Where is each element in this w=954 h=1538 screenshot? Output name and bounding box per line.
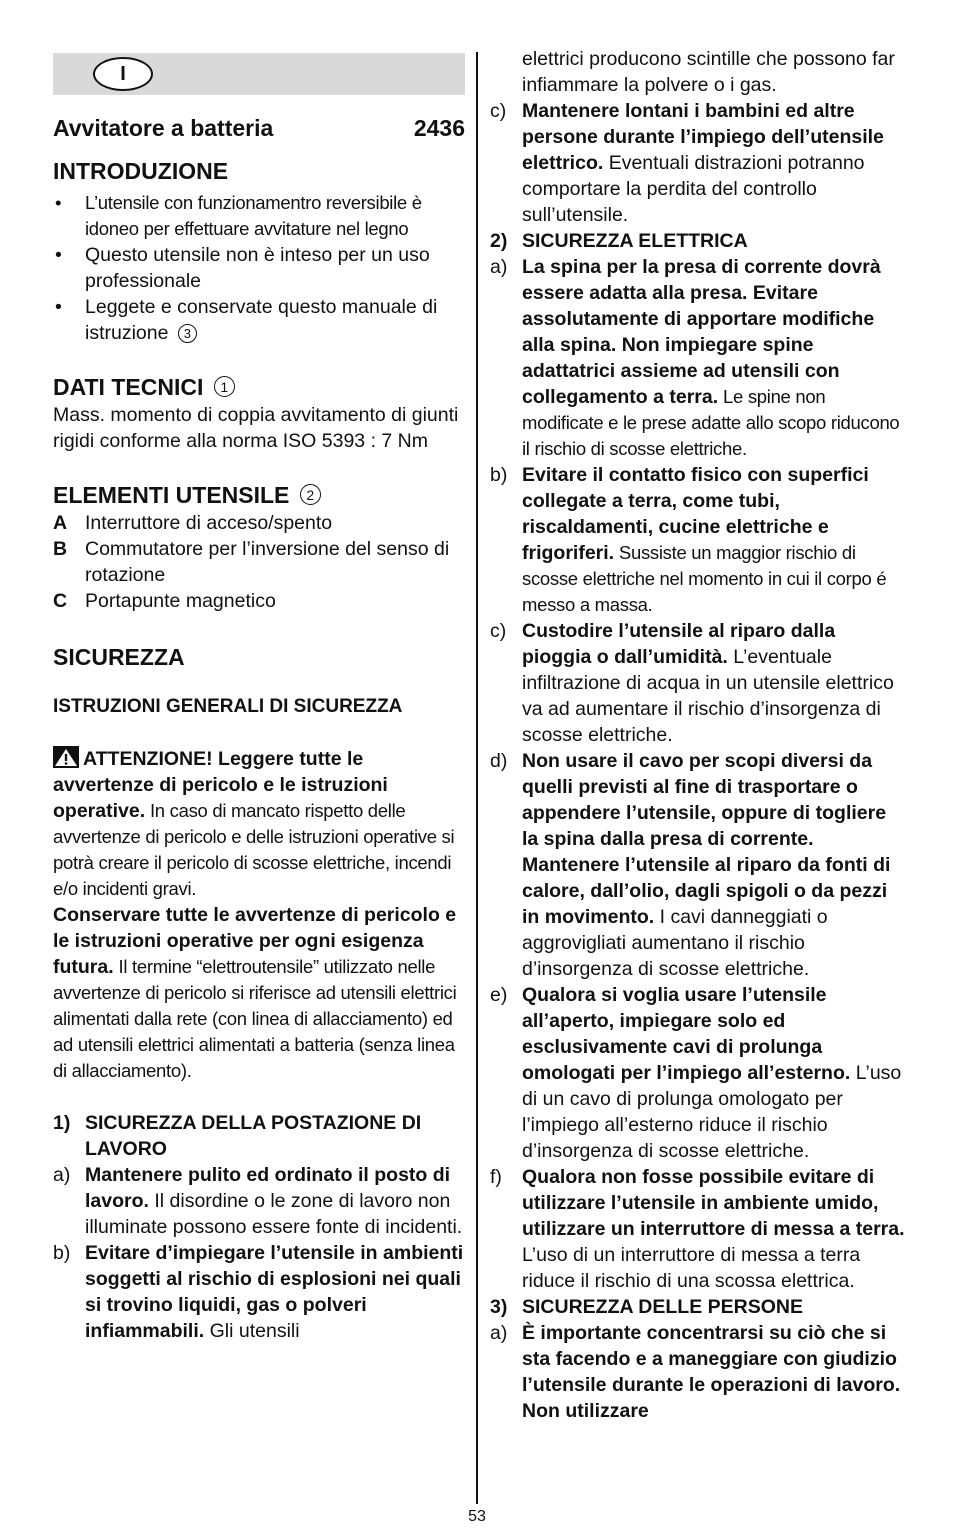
section-number: 1)	[53, 1112, 71, 1134]
right-column	[490, 46, 905, 1424]
specs-text: Mass. momento di coppia avvitamento di giunti rigidi conforme alla norma ISO 5393 : 7 Nm	[53, 404, 459, 452]
item-text: I cavi danneggiati o aggrovigliati aumentano il rischio d’insorgenza di scosse elettriche.	[522, 906, 828, 980]
item-bold: Custodire l’utensile al riparo dalla pioggia o dall’umidità.	[522, 620, 836, 668]
safety-item	[490, 982, 905, 1164]
element-item	[53, 536, 465, 588]
list-item	[53, 294, 465, 346]
element-text: Commutatore per l’inversione del senso di rotazione	[85, 538, 450, 586]
item-text: elettrici producono scintille che possono far infiammare la polvere o i gas.	[522, 48, 895, 96]
figure-ref: 3	[178, 324, 197, 343]
item-text: Le spine non modificate e le prese adatte allo scopo riducono il rischio di scosse elettriche.	[522, 386, 900, 459]
item-text: L’uso di un cavo di prolunga omologato per l’impiego all’esterno riduce il rischio d’insorgenza di scosse elettriche.	[522, 1062, 902, 1162]
specs-title	[53, 372, 465, 402]
language-badge: I	[93, 57, 153, 91]
specs-title-text: DATI TECNICI	[53, 374, 204, 400]
safety-item	[490, 748, 905, 982]
intro-title: INTRODUZIONE	[53, 158, 229, 184]
warning-text: In caso di mancato rispetto delle avvertenze di pericolo e delle istruzioni operative si potrà creare il pericolo di scosse elettriche, incendi e/o incidenti gravi.	[53, 800, 455, 899]
safety-item	[53, 1240, 465, 1344]
item-bold: Qualora si voglia usare l’utensile all’aperto, impiegare solo ed esclusivamente cavi di prolunga omologati per l’impiego all’esterno.	[522, 984, 851, 1084]
item-bold: Mantenere lontani i bambini ed altre persone durante l’impiego dell’utensile elettrico.	[522, 100, 884, 174]
safety-title: SICUREZZA	[53, 644, 185, 670]
item-text: Eventuali distrazioni potranno comportare la perdita del controllo sull’utensile.	[522, 152, 865, 226]
element-key: C	[53, 590, 68, 612]
item-letter: a)	[490, 1322, 508, 1344]
item-letter: c)	[490, 620, 507, 642]
elements-title-text: ELEMENTI UTENSILE	[53, 482, 290, 508]
keep-paragraph	[53, 902, 465, 1084]
section-title: SICUREZZA DELLA POSTAZIONE DI LAVORO	[85, 1112, 422, 1160]
section-heading	[53, 1110, 465, 1162]
safety-item	[490, 618, 905, 748]
item-bold: La spina per la presa di corrente dovrà essere adatta alla presa. Evitare assolutamente di apportare modifiche alla spina. Non impiegare spine adattatrici assieme ad utensili con collegamento a terra.	[522, 256, 881, 408]
element-key: A	[53, 512, 68, 534]
safety-item	[490, 1164, 905, 1294]
keep-text: Il termine “elettroutensile” utilizzato nelle avvertenze di pericolo si riferisce ad utensili elettrici alimentati dalla rete (con linea di allacciamento) ed ad utensili elettrici alimentati a batteria (senza linea di allacciamento).	[53, 956, 457, 1081]
figure-ref: 1	[214, 376, 235, 397]
item-letter: e)	[490, 984, 508, 1006]
element-item	[53, 588, 465, 614]
item-bold: Evitare d’impiegare l’utensile in ambienti soggetti al rischio di esplosioni nei quali si trovino liquidi, gas o polveri infiammabili.	[85, 1242, 464, 1342]
list-item: • L’utensile con funzionamentro reversibile è idoneo per effettuare avvitature nel legno	[53, 190, 465, 242]
item-bold: Evitare il contatto fisico con superfici collegate a terra, come tubi, riscaldamenti, cucine elettriche e frigoriferi.	[522, 464, 869, 564]
list-item-text: Leggete e conservate questo manuale di istruzione	[85, 296, 438, 344]
product-name: Avvitatore a batteria	[53, 115, 274, 141]
language-bar	[53, 53, 465, 95]
intro-list	[53, 190, 465, 346]
item-bold: Qualora non fosse possibile evitare di utilizzare l’utensile in ambiente umido, utilizzare un interruttore di messa a terra.	[522, 1166, 905, 1240]
section-title: SICUREZZA DELLE PERSONE	[522, 1296, 803, 1318]
item-bold: È importante concentrarsi su ciò che si sta facendo e a maneggiare con giudizio l’utensile durante le operazioni di lavoro. Non utilizzare	[522, 1322, 901, 1422]
product-header	[53, 115, 465, 142]
warning-bold: ATTENZIONE! Leggere tutte le avvertenze di pericolo e le istruzioni operative.	[53, 748, 388, 822]
element-text: Interruttore di acceso/spento	[85, 512, 333, 534]
item-letter: a)	[53, 1164, 71, 1186]
safety-item-continued	[490, 46, 905, 98]
item-letter: a)	[490, 256, 508, 278]
section-number: 2)	[490, 230, 508, 252]
warning-triangle-icon	[53, 746, 79, 768]
element-text: Portapunte magnetico	[85, 590, 276, 612]
item-letter: b)	[490, 464, 508, 486]
item-bold: Mantenere pulito ed ordinato il posto di lavoro.	[85, 1164, 451, 1212]
item-text: Il disordine o le zone di lavoro non illuminate possono essere fonte di incidenti.	[85, 1190, 463, 1238]
element-item	[53, 510, 465, 536]
general-safety-title: ISTRUZIONI GENERALI DI SICUREZZA	[53, 696, 403, 717]
keep-bold: Conservare tutte le avvertenze di pericolo e le istruzioni operative per ogni esigenza futura.	[53, 904, 457, 978]
item-bold: Non usare il cavo per scopi diversi da quelli previsti al fine di trasportare o appendere l’utensile, oppure di togliere la spina dalla presa di corrente. Mantenere l’utensile al riparo da fonti di calore, dall’olio, dagli spigoli o da pezzi in movimento.	[522, 750, 891, 928]
list-item: • Questo utensile non è inteso per un uso professionale	[53, 242, 465, 294]
warning-paragraph	[53, 746, 465, 902]
figure-ref: 2	[300, 484, 321, 505]
section-title: SICUREZZA ELETTRICA	[522, 230, 748, 252]
item-letter: b)	[53, 1242, 71, 1264]
section-heading	[490, 228, 905, 254]
section-number: 3)	[490, 1296, 508, 1318]
item-text: Gli utensili	[204, 1320, 300, 1342]
item-text: Sussiste un maggior rischio di scosse elettriche nel momento in cui il corpo é messo a massa.	[522, 542, 887, 615]
section-heading	[490, 1294, 905, 1320]
safety-item	[53, 1162, 465, 1240]
item-text: L’eventuale infiltrazione di acqua in un utensile elettrico va ad aumentare il rischio d’insorgenza di scosse elettriche.	[522, 646, 894, 746]
product-code: 2436	[413, 115, 465, 141]
item-letter: c)	[490, 100, 507, 122]
page-number: 53	[468, 1508, 486, 1525]
left-column	[53, 53, 465, 1344]
safety-item	[490, 254, 905, 462]
column-divider	[476, 52, 478, 1504]
item-text: L’uso di un interruttore di messa a terra riduce il rischio di una scossa elettrica.	[522, 1244, 861, 1292]
element-key: B	[53, 538, 68, 560]
safety-item	[490, 462, 905, 618]
safety-item	[490, 98, 905, 228]
item-letter: d)	[490, 750, 508, 772]
elements-title	[53, 480, 465, 510]
item-letter: f)	[490, 1166, 502, 1188]
safety-item	[490, 1320, 905, 1424]
